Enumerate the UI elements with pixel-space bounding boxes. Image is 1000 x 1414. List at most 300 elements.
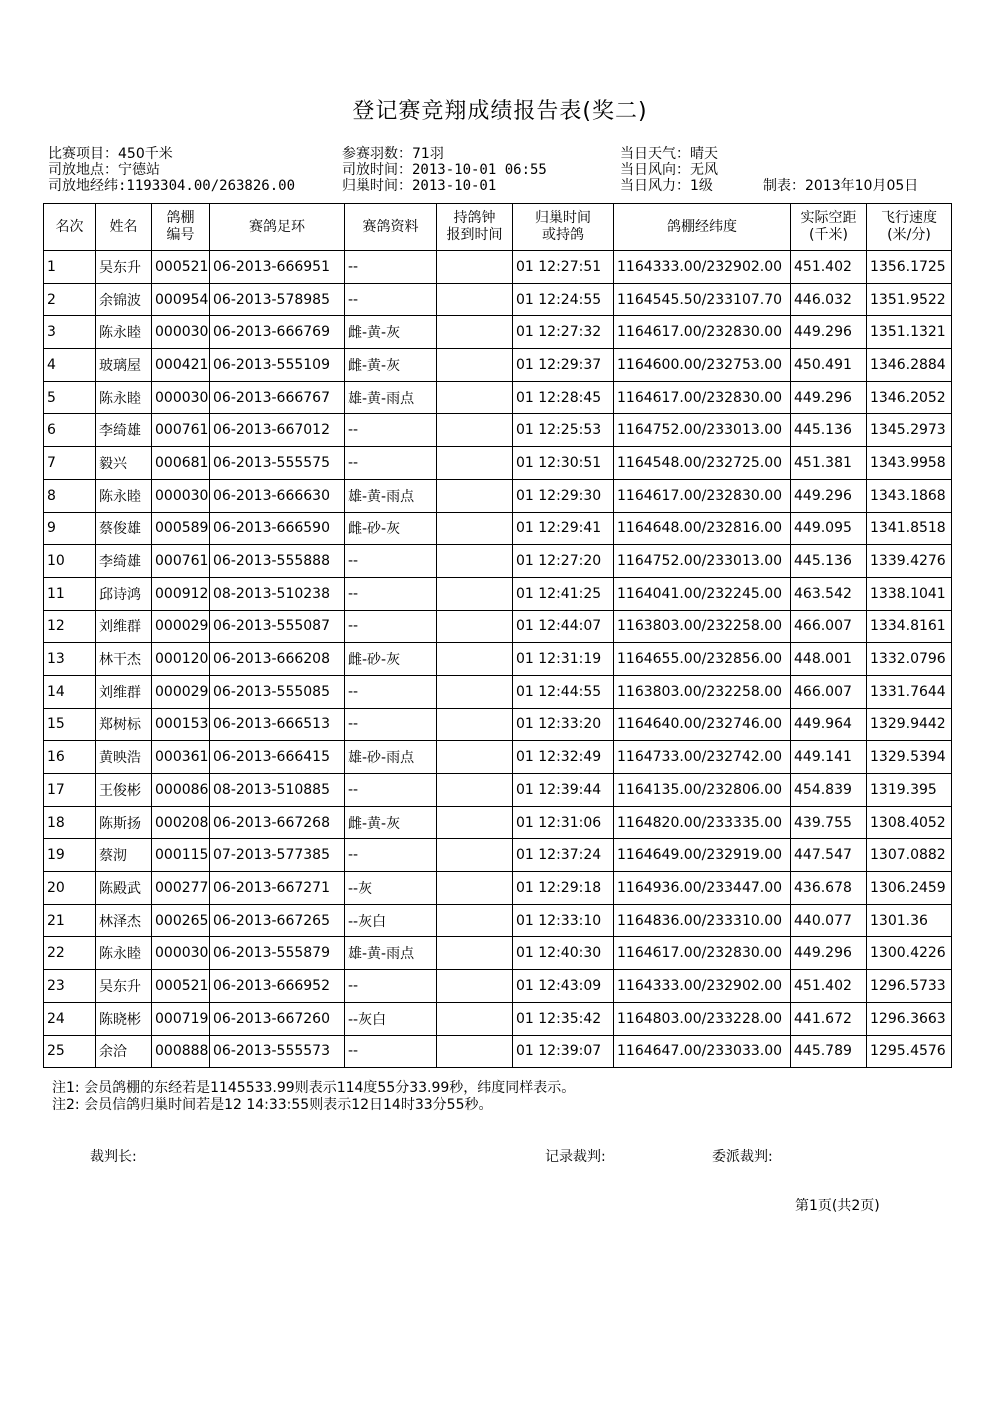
table-cell: 12 [44,610,96,643]
table-cell: 01 12:44:07 [513,610,614,643]
table-cell: 000761 [152,545,210,578]
table-cell [437,577,513,610]
table-cell: 06-2013-666415 [210,741,345,774]
table-row [44,806,952,839]
table-cell: 1164333.00/232902.00 [614,970,791,1003]
table-cell: 000521 [152,251,210,284]
table-cell: 14 [44,675,96,708]
table-cell: 08-2013-510885 [210,774,345,807]
table-cell: -- [345,447,437,480]
table-cell: 1164135.00/232806.00 [614,774,791,807]
table-cell: 447.547 [791,839,867,872]
table-cell: 06-2013-666767 [210,381,345,414]
table-cell: 1164600.00/232753.00 [614,349,791,382]
table-row [44,610,952,643]
table-cell: 19 [44,839,96,872]
table-cell: 000719 [152,1002,210,1035]
table-cell: 1164617.00/232830.00 [614,316,791,349]
table-cell: 玻璃屋 [96,349,152,382]
table-cell: 01 12:30:51 [513,447,614,480]
race-item: 比赛项目：450千米 [48,146,173,162]
table-row [44,1002,952,1035]
table-cell: 01 12:39:44 [513,774,614,807]
table-row [44,512,952,545]
table-cell: --灰白 [345,1002,437,1035]
table-cell: 06-2013-666630 [210,479,345,512]
column-header-line: 赛鸽资料 [362,218,419,235]
table-cell [437,545,513,578]
table-cell: 1329.9442 [867,708,952,741]
column-header-line: 或持鸽 [542,227,584,243]
table-cell: 雌-砂-灰 [345,512,437,545]
page-number: 第1页(共2页) [795,1198,880,1214]
table-cell: 18 [44,806,96,839]
table-cell: 01 12:31:06 [513,806,614,839]
table-cell: 1164617.00/232830.00 [614,479,791,512]
table-cell [437,1002,513,1035]
table-cell: 1164647.00/233033.00 [614,1035,791,1068]
table-cell: 3 [44,316,96,349]
table-cell: 454.839 [791,774,867,807]
table-cell: 01 12:25:53 [513,414,614,447]
table-cell: 445.136 [791,545,867,578]
table-cell: -- [345,577,437,610]
table-cell: 000589 [152,512,210,545]
table-cell: 463.542 [791,577,867,610]
column-header-line: 持鸽钟 [453,210,496,226]
column-header-line: 飞行速度 [881,210,937,226]
table-cell: 1341.8518 [867,512,952,545]
table-cell: 000120 [152,643,210,676]
table-cell [437,774,513,807]
table-cell: 01 12:24:55 [513,283,614,316]
table-cell [437,708,513,741]
column-header [867,204,952,251]
table-cell: 466.007 [791,675,867,708]
column-header [210,204,345,251]
table-cell: 1163803.00/232258.00 [614,675,791,708]
column-header-line: (米/分) [887,227,931,243]
table-cell: 1164548.00/232725.00 [614,447,791,480]
table-cell: 000954 [152,283,210,316]
column-header [614,204,791,251]
table-cell [437,675,513,708]
table-cell: 11 [44,577,96,610]
release-place: 司放地点：宁德站 [48,162,160,178]
column-header-line: 归巢时间 [535,210,591,226]
table-cell: 16 [44,741,96,774]
table-cell: 000521 [152,970,210,1003]
table-cell: 01 12:27:32 [513,316,614,349]
table-row [44,970,952,1003]
table-cell: 1164617.00/232830.00 [614,381,791,414]
table-cell: 21 [44,904,96,937]
table-row [44,283,952,316]
table-cell: 1308.4052 [867,806,952,839]
table-cell: 林泽杰 [96,904,152,937]
table-cell: 6 [44,414,96,447]
table-cell: 1351.9522 [867,283,952,316]
table-cell: 01 12:29:30 [513,479,614,512]
table-cell: 23 [44,970,96,1003]
table-cell: 7 [44,447,96,480]
table-row [44,774,952,807]
table-cell: 余洽 [96,1035,152,1068]
table-cell: 441.672 [791,1002,867,1035]
table-row [44,741,952,774]
table-cell: -- [345,283,437,316]
table-cell: 06-2013-666769 [210,316,345,349]
table-cell [437,610,513,643]
table-cell: 06-2013-555888 [210,545,345,578]
table-cell: 06-2013-666951 [210,251,345,284]
table-cell: 1300.4226 [867,937,952,970]
table-cell: 06-2013-555575 [210,447,345,480]
info-middle [342,146,547,194]
chief-referee-label: 裁判长: [90,1149,137,1165]
table-cell: 01 12:32:49 [513,741,614,774]
table-cell: 01 12:39:07 [513,1035,614,1068]
table-cell [437,349,513,382]
recording-referee-label: 记录裁判: [545,1149,606,1165]
table-cell: 陈永睦 [96,316,152,349]
table-cell: 06-2013-667265 [210,904,345,937]
column-header [44,204,96,251]
table-cell: 436.678 [791,872,867,905]
table-cell: 1164545.50/233107.70 [614,283,791,316]
table-cell: -- [345,610,437,643]
column-header [437,204,513,251]
page-title: 登记赛竞翔成绩报告表(奖二) [352,99,648,124]
table-cell: 20 [44,872,96,905]
table-cell: 01 12:27:20 [513,545,614,578]
table-cell: 9 [44,512,96,545]
table-cell: 06-2013-666208 [210,643,345,676]
table-cell: 06-2013-555573 [210,1035,345,1068]
table-cell: 450.491 [791,349,867,382]
table-cell: -- [345,414,437,447]
table-cell: 000265 [152,904,210,937]
table-cell: --灰白 [345,904,437,937]
info-right [620,146,718,194]
table-cell: 陈晓彬 [96,1002,152,1035]
table-cell: -- [345,545,437,578]
table-cell: -- [345,708,437,741]
table-body [44,251,952,1068]
table-cell: 000761 [152,414,210,447]
table-cell: 449.964 [791,708,867,741]
table-cell: 06-2013-667271 [210,872,345,905]
table-cell: 13 [44,643,96,676]
table-header-row [44,204,952,251]
table-cell: 余锦波 [96,283,152,316]
table-cell: 5 [44,381,96,414]
table-cell: 445.136 [791,414,867,447]
table-cell: -- [345,774,437,807]
table-cell: 000277 [152,872,210,905]
table-cell: 吴东升 [96,970,152,1003]
table-cell: 王俊彬 [96,774,152,807]
table-cell: 000421 [152,349,210,382]
table-cell: 06-2013-666513 [210,708,345,741]
table-cell: 陈永睦 [96,479,152,512]
table-cell: 雄-黄-雨点 [345,479,437,512]
table-cell: 1164333.00/232902.00 [614,251,791,284]
table-cell: 449.296 [791,381,867,414]
table-row [44,447,952,480]
table-cell: 01 12:31:19 [513,643,614,676]
table-cell [437,806,513,839]
results-table [43,203,952,1068]
table-cell: 01 12:43:09 [513,970,614,1003]
table-cell: 451.402 [791,970,867,1003]
table-cell: 1164752.00/233013.00 [614,414,791,447]
table-cell: 449.296 [791,937,867,970]
table-cell [437,512,513,545]
table-cell [437,904,513,937]
table-cell: 1295.4576 [867,1035,952,1068]
return-time: 归巢时间：2013-10-01 [342,178,497,194]
table-cell: 1301.36 [867,904,952,937]
table-cell: 1329.5394 [867,741,952,774]
column-header-line: 鸽棚 [166,210,195,226]
table-cell: 15 [44,708,96,741]
table-cell: 439.755 [791,806,867,839]
info-left [48,146,295,194]
column-header-line: 编号 [166,227,195,243]
table-cell: 雄-砂-雨点 [345,741,437,774]
table-cell: 01 12:41:25 [513,577,614,610]
table-cell: 10 [44,545,96,578]
table-cell: 雌-砂-灰 [345,643,437,676]
table-cell: 08-2013-510238 [210,577,345,610]
table-cell: 1296.3663 [867,1002,952,1035]
table-cell: 1163803.00/232258.00 [614,610,791,643]
table-cell: 1345.2973 [867,414,952,447]
table-cell: 1164803.00/233228.00 [614,1002,791,1035]
table-cell: 25 [44,1035,96,1068]
table-cell: 06-2013-667012 [210,414,345,447]
column-header [152,204,210,251]
table-cell: 1339.4276 [867,545,952,578]
table-cell: 000681 [152,447,210,480]
table-cell: 邱诗鸿 [96,577,152,610]
table-cell [437,316,513,349]
table-cell: 466.007 [791,610,867,643]
table-cell [437,839,513,872]
table-cell: 000029 [152,675,210,708]
column-header-line: 名次 [55,218,84,235]
table-cell: 李绮雄 [96,545,152,578]
table-cell: 01 12:28:45 [513,381,614,414]
table-cell: 06-2013-667268 [210,806,345,839]
table-cell: -- [345,839,437,872]
table-cell: 1164836.00/233310.00 [614,904,791,937]
table-cell: 李绮雄 [96,414,152,447]
table-row [44,479,952,512]
table-cell: 蔡俊雄 [96,512,152,545]
table-cell: 雌-黄-灰 [345,349,437,382]
table-cell: 1356.1725 [867,251,952,284]
table-cell: 1164752.00/233013.00 [614,545,791,578]
column-header-line: 赛鸽足环 [249,218,305,235]
table-cell: 000030 [152,479,210,512]
table-cell: 01 12:40:30 [513,937,614,970]
table-cell [437,970,513,1003]
made-on: 制表：2013年10月05日 [763,178,919,194]
table-cell [437,381,513,414]
table-cell: 01 12:29:37 [513,349,614,382]
table-cell: 1343.1868 [867,479,952,512]
table-cell: 毅兴 [96,447,152,480]
table-cell: 1332.0796 [867,643,952,676]
table-cell: 01 12:27:51 [513,251,614,284]
table-row [44,904,952,937]
table-cell: 449.141 [791,741,867,774]
table-cell: 雌-黄-灰 [345,316,437,349]
table-cell: 000030 [152,937,210,970]
table-row [44,937,952,970]
table-cell: 陈永睦 [96,381,152,414]
table-cell: 1351.1321 [867,316,952,349]
table-cell: 449.296 [791,316,867,349]
table-cell: -- [345,1035,437,1068]
entries: 参赛羽数：71羽 [342,146,444,162]
table-cell: 000115 [152,839,210,872]
release-coords: 司放地经纬:1193304.00/263826.00 [48,178,296,194]
table-cell: 1164640.00/232746.00 [614,708,791,741]
table-cell: 06-2013-555879 [210,937,345,970]
table-cell: 22 [44,937,96,970]
table-cell: 06-2013-666590 [210,512,345,545]
table-cell: 郑树标 [96,708,152,741]
table-cell: 1164648.00/232816.00 [614,512,791,545]
table-row [44,381,952,414]
table-cell: 刘维群 [96,675,152,708]
table-cell: 000361 [152,741,210,774]
table-cell: 000030 [152,316,210,349]
table-cell: 1164733.00/232742.00 [614,741,791,774]
table-cell: 000153 [152,708,210,741]
column-header-line: 姓名 [109,218,138,235]
table-cell [437,741,513,774]
table-cell: 06-2013-667260 [210,1002,345,1035]
table-cell: 陈斯扬 [96,806,152,839]
table-cell: 1296.5733 [867,970,952,1003]
table-cell: 刘维群 [96,610,152,643]
table-cell: 06-2013-578985 [210,283,345,316]
wind-force: 当日风力：1级 [620,178,713,194]
table-cell: 雄-黄-雨点 [345,381,437,414]
wind-direction: 当日风向：无风 [620,162,718,178]
table-cell: 蔡沏 [96,839,152,872]
table-cell: 000888 [152,1035,210,1068]
table-cell: 000030 [152,381,210,414]
table-cell: 06-2013-555087 [210,610,345,643]
notes [52,1080,575,1114]
table-cell: 1334.8161 [867,610,952,643]
table-row [44,349,952,382]
table-cell: 000912 [152,577,210,610]
table-cell: 黄映浩 [96,741,152,774]
table-cell: 451.381 [791,447,867,480]
table-cell: 06-2013-555109 [210,349,345,382]
column-header-line: 鸽棚经纬度 [667,218,737,235]
table-cell: 451.402 [791,251,867,284]
table-cell: -- [345,675,437,708]
table-cell [437,447,513,480]
table-cell: 1164820.00/233335.00 [614,806,791,839]
column-header [513,204,614,251]
release-time: 司放时间：2013-10-01 06:55 [342,162,547,178]
table-row [44,872,952,905]
table-cell: 4 [44,349,96,382]
table-cell: 1346.2884 [867,349,952,382]
table-cell: 446.032 [791,283,867,316]
table-cell: 01 12:33:10 [513,904,614,937]
table-cell: 01 12:29:18 [513,872,614,905]
table-cell [437,283,513,316]
table-cell [437,937,513,970]
table-cell [437,643,513,676]
table-cell: -- [345,251,437,284]
table-row [44,251,952,284]
table-cell: 06-2013-555085 [210,675,345,708]
table-cell: 17 [44,774,96,807]
table-cell [437,251,513,284]
table-row [44,675,952,708]
table-cell: 01 12:29:41 [513,512,614,545]
table-cell: 449.095 [791,512,867,545]
table-cell: 000208 [152,806,210,839]
table-cell: 1346.2052 [867,381,952,414]
table-cell: 449.296 [791,479,867,512]
column-header [791,204,867,251]
column-header-line: 实际空距 [800,210,857,226]
table-cell: 1338.1041 [867,577,952,610]
table-cell: --灰 [345,872,437,905]
table-cell: 01 12:44:55 [513,675,614,708]
table-cell [437,414,513,447]
note-1: 注1: 会员鸽棚的东经若是1145533.99则表示114度55分33.99秒，纬度同样表示。 [52,1080,576,1096]
table-cell [437,872,513,905]
table-row [44,545,952,578]
table-cell [437,1035,513,1068]
table-cell: 1164617.00/232830.00 [614,937,791,970]
table-row [44,316,952,349]
table-cell: 林干杰 [96,643,152,676]
column-header [345,204,437,251]
table-cell: 440.077 [791,904,867,937]
table-cell: 448.001 [791,643,867,676]
column-header-line: 报到时间 [446,227,503,243]
table-row [44,1035,952,1068]
table-cell [437,479,513,512]
table-cell: 1319.395 [867,774,952,807]
table-row [44,414,952,447]
table-cell: 陈永睦 [96,937,152,970]
table-cell: 1331.7644 [867,675,952,708]
table-cell: 1343.9958 [867,447,952,480]
table-cell: 1307.0882 [867,839,952,872]
table-row [44,708,952,741]
table-row [44,839,952,872]
note-2: 注2: 会员信鸽归巢时间若是12 14:33:55则表示12日14时33分55秒。 [52,1097,493,1113]
table-cell: 1 [44,251,96,284]
table-cell: 陈殿武 [96,872,152,905]
table-cell: 000029 [152,610,210,643]
table-cell: 1164936.00/233447.00 [614,872,791,905]
